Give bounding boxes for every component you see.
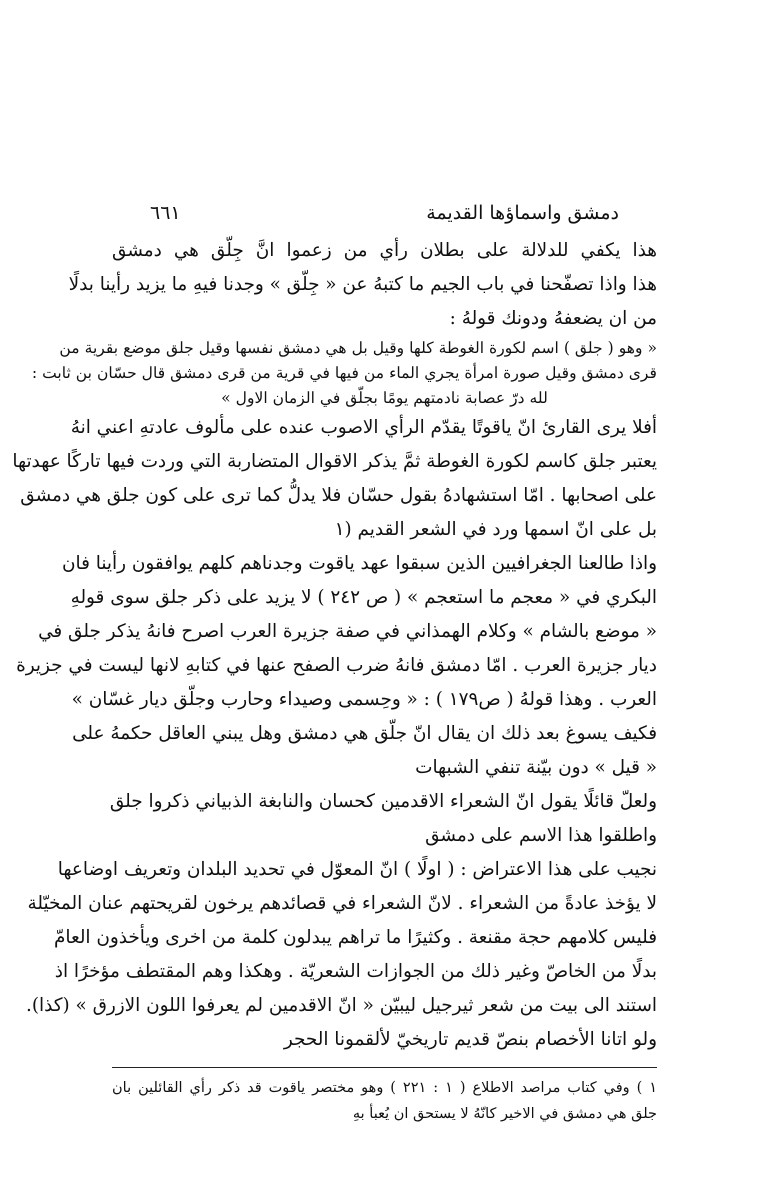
- page-number: ٦٦١: [150, 202, 181, 224]
- body-line: هذا يكفي للدلالة على بطلان رأي من زعموا انَّ جِلّق هي دمشق: [112, 240, 657, 261]
- quote-line: قرى دمشق وقيل صورة امرأة يجري الماء من فيها في قرية من قرى دمشق قال حسّان بن ثابت :: [31, 364, 657, 382]
- body-line: استند الى بيت من شعر ثيرجيل ليبيّن « انّ الاقدمين لم يعرفوا اللون الازرق » (كذا).: [25, 995, 657, 1016]
- body-line: على اصحابها . امّا استشهادهُ بقول حسّان فلا يدلُّ كما ترى على كون جلق هي دمشق: [20, 485, 657, 506]
- body-line: « موضع بالشام » وكلام الهمذاني في صفة جزيرة العرب اصرح فانهُ يذكر جلق في: [38, 621, 657, 642]
- body-line: ولو اتانا الأخصام بنصّ قديم تاريخيّ لألقمونا الحجر: [283, 1029, 657, 1050]
- body-line: لا يؤخذ عادةً من الشعراء . لانّ الشعراء في قصائدهم يرخون لقريحتهم عنان المخيّلة: [27, 893, 657, 914]
- body-line: فليس كلامهم حجة مقنعة . وكثيرًا ما تراهم يبدلون كلمة من اخرى ويأخذون العامّ: [53, 927, 657, 948]
- body-line: العرب . وهذا قولهُ ( ص١٧٩ ) : « وحِسمى وصيداء وحارب وجلّق ديار غسّان »: [71, 689, 657, 710]
- page-header: [150, 198, 619, 228]
- footnote-line: ١ ) وفي كتاب مراصد الاطلاع ( ١ : ٢٢١ ) وهو مختصر ياقوت قد ذكر رأي القائلين بان: [112, 1080, 658, 1096]
- body-line: البكري في « معجم ما استعجم » ( ص ٢٤٢ ) لا يزيد على ذكر جلق سوى قولهِ: [70, 587, 657, 608]
- body-line: فكيف يسوغ بعد ذلك ان يقال انّ جلّق هي دمشق وهل يبني العاقل حكمهُ على: [72, 723, 657, 744]
- body-line: واطلقوا هذا الاسم على دمشق: [425, 825, 657, 846]
- body-line: بل على انّ اسمها ورد في الشعر القديم (١: [334, 519, 657, 540]
- body-line: من ان يضعفهُ ودونك قولهُ :: [449, 308, 657, 329]
- body-line: بدلًا من الخاصّ وغير ذلك من الجوازات الشعريّة . وهكذا وهم المقتطف مؤخرًا اذ: [54, 961, 657, 982]
- body-line: أفلا يرى القارئ انّ ياقوتًا يقدّم الرأي الاصوب عنده على مألوف عادتهِ اعني انهُ: [70, 417, 657, 438]
- running-title: دمشق واسماؤها القديمة: [426, 202, 619, 224]
- footnotes: [112, 1075, 657, 1127]
- verse-line: لله درّ عصابة نادمتهم يومًا بجلّق في الزمان الاول »: [221, 389, 548, 407]
- body-line: نجيب على هذا الاعتراض : ( اولًا ) انّ المعوّل في تحديد البلدان وتعريف اوضاعها: [57, 859, 657, 880]
- body-line: واذا طالعنا الجغرافيين الذين سبقوا عهد ياقوت وجدناهم كلهم يوافقون رأينا فان: [62, 553, 657, 574]
- footnote-divider: [112, 1067, 657, 1068]
- body-line: ديار جزيرة العرب . امّا دمشق فانهُ ضرب الصفح عنها في كتابهِ لانها ليست في جزيرة: [16, 655, 657, 676]
- body-line: ولعلّ قائلًا يقول انّ الشعراء الاقدمين كحسان والنابغة الذبياني ذكروا جلق: [109, 791, 657, 812]
- body-text: [12, 234, 657, 1057]
- quote-line: « وهو ( جلق ) اسم لكورة الغوطة كلها وقيل بل هي دمشق نفسها وقيل جلق موضع بقرية من: [59, 339, 657, 357]
- body-line: هذا واذا تصفّحنا في باب الجيم ما كتبهُ عن « جِلّق » وجدنا فيهِ ما يزيد رأينا بدلًا: [68, 274, 657, 295]
- footnote-line: جلق هي دمشق في الاخير كانّهُ لا يستحق ان يُعبأ بهِ: [352, 1106, 657, 1122]
- body-line: يعتبر جلق كاسم لكورة الغوطة ثمَّ يذكر الاقوال المتضاربة التي وردت فيها تاركًا عهدتها: [12, 451, 657, 472]
- body-line: « قيل » دون بيّنة تنفي الشبهات: [415, 757, 657, 778]
